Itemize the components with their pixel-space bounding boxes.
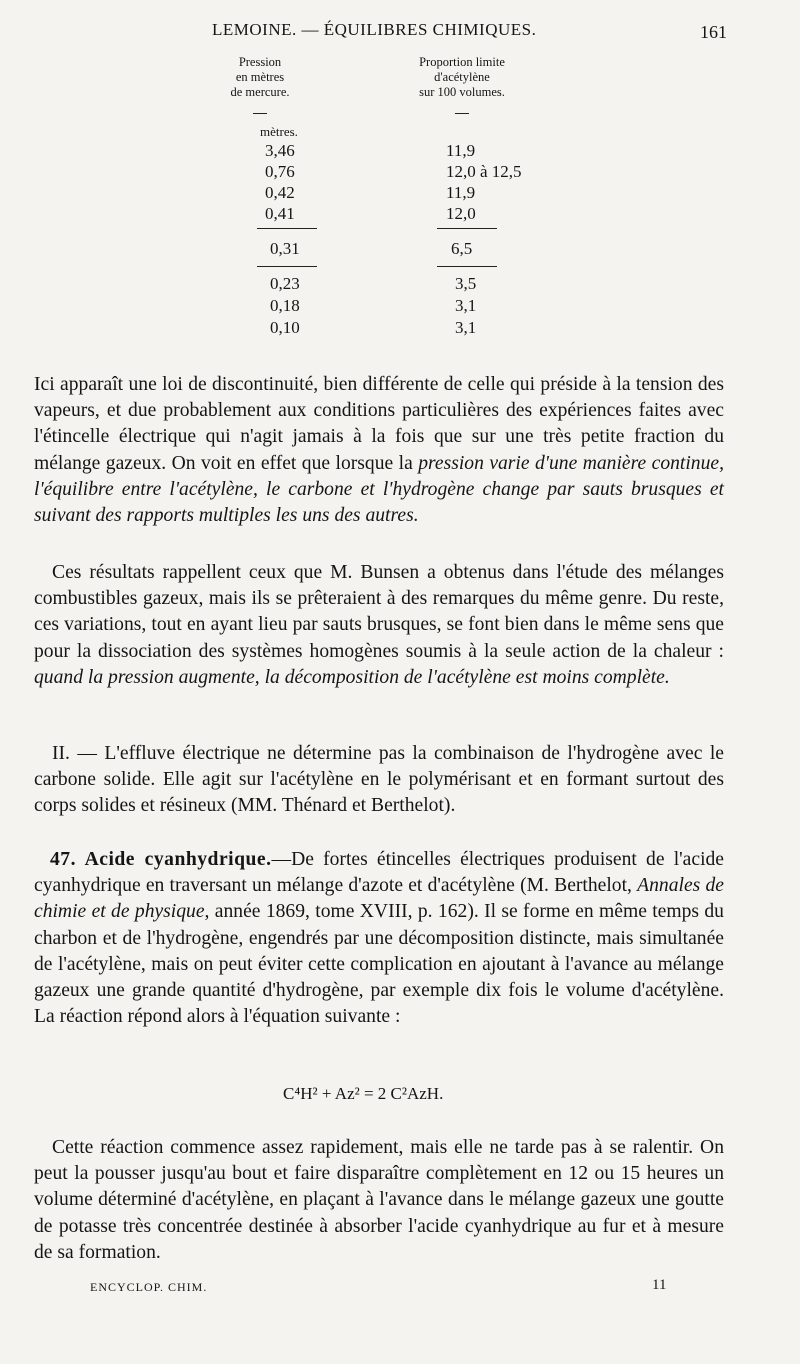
header-line: de mercure. bbox=[230, 85, 290, 99]
pressure-cell: 0,76 bbox=[265, 162, 295, 181]
paragraph-bunsen bbox=[34, 560, 724, 691]
text-run: Ces résultats rappellent ceux que M. Bunsen a obtenus dans l'étude des mélanges combustibles gazeux, mais ils se prêteraient à des remarques du même genre. Du reste, ces variations, tout en ayant lieu par sauts brusques, se font bien dans le même sens que pour la dissociation des systèmes homogènes soumis à la seule action de la chaleur : bbox=[34, 562, 724, 662]
column-dash bbox=[253, 113, 267, 114]
proportion-cell: 11,9 bbox=[446, 141, 476, 160]
table-rule bbox=[257, 228, 317, 229]
text-run: II. — L'effluve électrique ne détermine pas la combinaison de l'hydrogène avec le carbone solide. Elle agit sur l'acétylène en le polymérisant et en formant surtout des corps solides et résineux (MM. Thénard et Berthelot). bbox=[34, 743, 724, 817]
proportion-cell: 12,0 bbox=[446, 204, 476, 223]
table-rule bbox=[257, 266, 317, 267]
text-run: —De fortes étincelles électriques produisent de l'acide cyanhydrique en traversant un mélange d'azote et d'acétylène (M. Berthelot, bbox=[34, 849, 725, 897]
footer-sheet-number: 11 bbox=[652, 1277, 667, 1293]
pressure-cell: 0,23 bbox=[270, 274, 300, 293]
proportion-cell: 3,1 bbox=[455, 318, 477, 337]
header-line: Proportion limite bbox=[419, 55, 505, 69]
table-rule bbox=[437, 266, 497, 267]
pressure-cell: 0,10 bbox=[270, 318, 300, 337]
pressure-cell: 0,41 bbox=[265, 204, 295, 223]
proportion-column-header bbox=[402, 55, 522, 100]
header-line: d'acétylène bbox=[434, 70, 490, 84]
pressure-cell: 0,18 bbox=[270, 296, 300, 315]
running-header: LEMOINE. — ÉQUILIBRES CHIMIQUES. bbox=[212, 20, 537, 39]
section-heading: 47. Acide cyanhydrique. bbox=[50, 849, 272, 870]
header-line: Pression bbox=[238, 55, 282, 69]
paragraph-discontinuity bbox=[34, 372, 724, 529]
text-run: Cette réaction commence assez rapidement, mais elle ne tarde pas à se ralentir. On peut la pousser jusqu'au bout et faire disparaître complètement en 12 ou 15 heures un volume déterminé d'acétylène, en plaçant à l'avance dans le mélange gazeux une goutte de potasse très concentrée destinée à absorber l'acide cyanhydrique au fur et à mesure de sa formation. bbox=[34, 1137, 724, 1263]
table-rule bbox=[437, 228, 497, 229]
chemical-equation: C⁴H² + Az² = 2 C²AzH. bbox=[283, 1084, 444, 1103]
paragraph-effluve bbox=[34, 741, 724, 820]
conclusion-italic: quand la pression augmente, la décomposition de l'acétylène est moins complète. bbox=[34, 666, 670, 688]
footer-signature: ENCYCLOP. CHIM. bbox=[90, 1280, 208, 1294]
proportion-cell: 12,0 à 12,5 bbox=[446, 162, 522, 181]
unit-label: mètres. bbox=[260, 124, 298, 139]
proportion-cell: 3,5 bbox=[455, 274, 477, 293]
text-run: , année 1869, tome XVIII, p. 162). Il se forme en même temps du charbon et de l'hydrogène, engendrés par une décomposition distincte, mais simultanée de l'acétylène, mais on peut éviter cette complication en ajoutant à l'avance au mélange gazeux une grande quantité d'hydrogène, par exemple dix fois le volume d'acétylène. La réaction répond alors à l'équation suivante : bbox=[34, 901, 724, 1028]
proportion-cell: 6,5 bbox=[451, 239, 473, 258]
page-number: 161 bbox=[700, 22, 727, 42]
pressure-column-header bbox=[205, 55, 315, 100]
pressure-cell: 0,31 bbox=[270, 239, 300, 258]
header-line: en mètres bbox=[235, 70, 285, 84]
paragraph-reaction bbox=[34, 1135, 724, 1266]
emphasis-italic: pression varie d'une manière continue, l'équilibre entre l'acétylène, le carbone et l'hydrogène change par sauts brusques et suivant des rapports multiples les uns des autres. bbox=[34, 452, 724, 527]
header-line: sur 100 volumes. bbox=[419, 85, 505, 99]
proportion-cell: 3,1 bbox=[455, 296, 477, 315]
pressure-cell: 0,42 bbox=[265, 183, 295, 202]
paragraph-acide-cyanhydrique bbox=[34, 847, 724, 1030]
pressure-cell: 3,46 bbox=[265, 141, 295, 160]
journal-italic: Annales de chimie et de physique bbox=[34, 875, 724, 923]
text-run: Ici apparaît une loi de discontinuité, bien différente de celle qui préside à la tension des vapeurs, et due probablement aux conditions particulières des expériences faites avec l'étincelle électrique qui n'agit jamais à la fois que sur une très petite fraction du mélange gazeux. On voit en effet que lorsque la bbox=[34, 374, 724, 474]
column-dash bbox=[455, 113, 469, 114]
proportion-cell: 11,9 bbox=[446, 183, 476, 202]
